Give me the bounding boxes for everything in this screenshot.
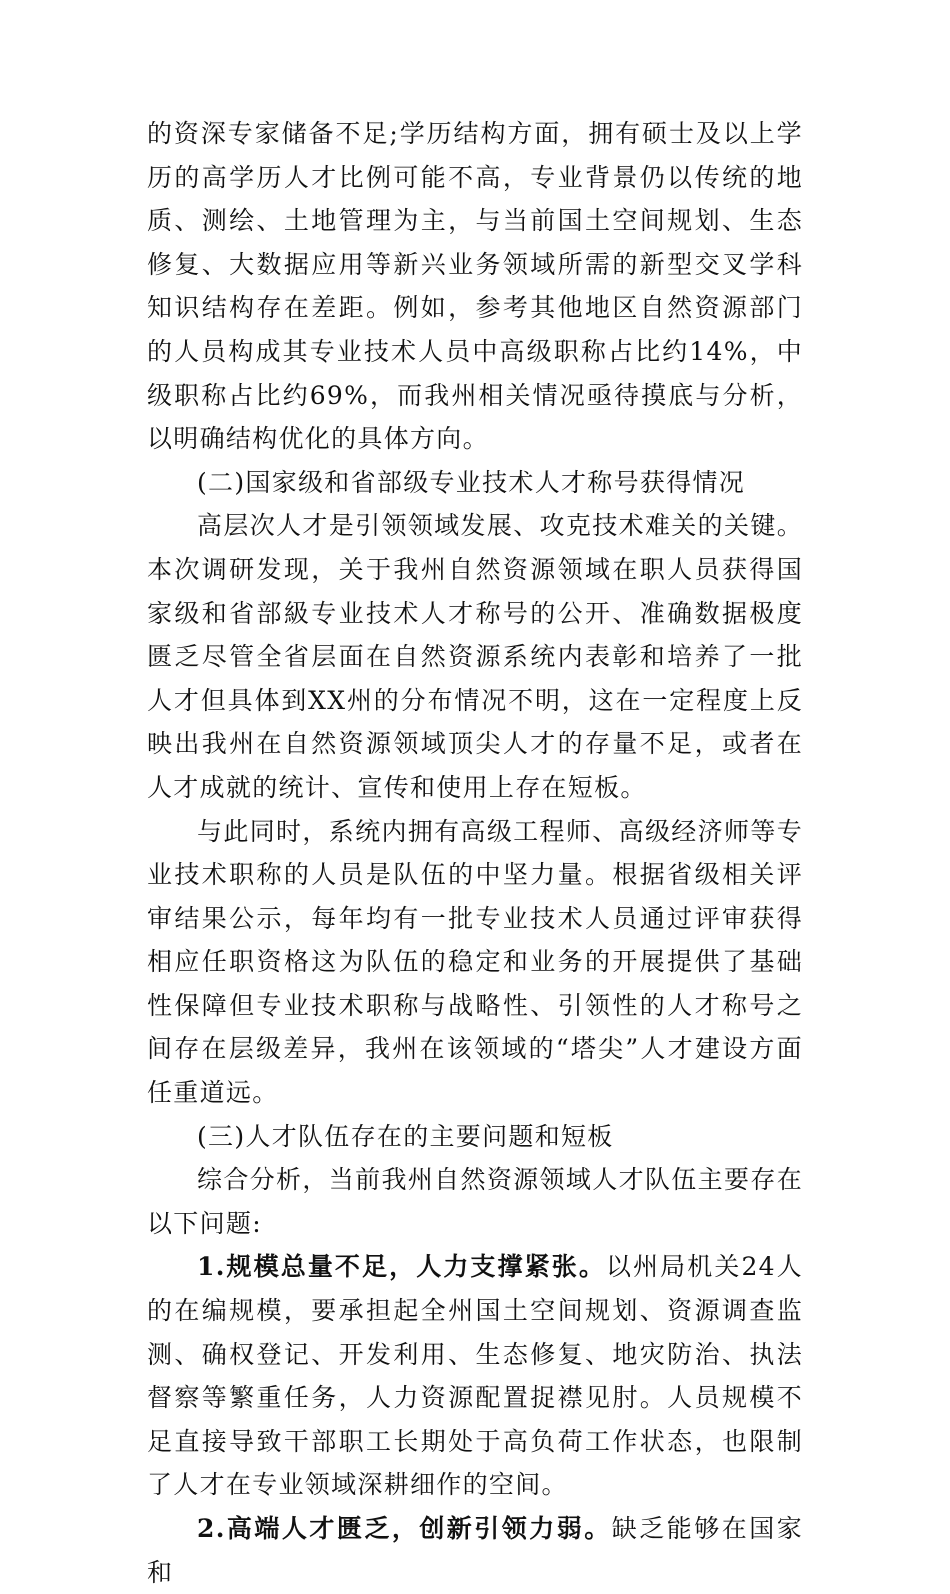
paragraph-text: 缺乏能够在国家和 <box>147 1514 803 1587</box>
paragraph-text: 高层次人才是引领领域发展、攻克技术难关的关键。本次调研发现，关于我州自然资源领域在职人员获得国家级和省部級专业技术人才称号的公开、准确数据极度匮乏尽管全省层面在自然资源系统内表彰和培养了一批人才但具体到XX州的分布情况不明，这在一定程度上反映出我州在自然资源领域顶尖人才的存量不足，或者在人才成就的统计、宣传和使用上存在短板。 <box>147 511 803 802</box>
paragraph-professional-titles <box>147 810 803 1115</box>
section-heading-3 <box>147 1115 803 1159</box>
problem-title: 2.高端人才匮乏，创新引领力弱。 <box>197 1514 612 1543</box>
paragraph-problems-intro <box>147 1158 803 1245</box>
heading-text: (二)国家级和省部级专业技术人才称号获得情况 <box>197 467 746 497</box>
paragraph-text: 的资深专家储备不足;学历结构方面，拥有硕士及以上学历的高学历人才比例可能不高，专业背景仍以传统的地质、测绘、土地管理为主，与当前国土空间规划、生态修复、大数据应用等新兴业务领域所需的新型交叉学科知识结构存在差距。例如，参考其他地区自然资源部门的人员构成其专业技术人员中高级职称占比约14%，中级职称占比约69%，而我州相关情况亟待摸底与分析，以明确结构优化的具体方向。 <box>147 119 803 454</box>
paragraph-structure-summary <box>147 112 803 461</box>
paragraph-high-level-talent <box>147 504 803 809</box>
heading-text: (三)人才队伍存在的主要问题和短板 <box>197 1121 614 1151</box>
paragraph-text: 综合分析，当前我州自然资源领域人才队伍主要存在以下问题: <box>147 1165 803 1238</box>
paragraph-text: 以州局机关24人的在编规模，要承担起全州国土空间规划、资源调查监测、确权登记、开发利用、生态修复、地灾防治、执法督察等繁重任务，人力资源配置捉襟见肘。人员规模不足直接导致干部职工长期处于高负荷工作状态，也限制了人才在专业领域深耕细作的空间。 <box>147 1252 803 1500</box>
section-heading-2 <box>147 461 803 505</box>
problem-title: 1.规模总量不足，人力支撑紧张。 <box>197 1252 606 1282</box>
paragraph-text: 与此同时，系统内拥有高级工程师、高级经济师等专业技术职称的人员是队伍的中坚力量。根据省级相关评审结果公示，每年均有一批专业技术人员通过评审获得相应任职资格这为队伍的稳定和业务的开展提供了基础性保障但专业技术职称与战略性、引领性的人才称号之间存在层级差异，我州在该领域的“塔尖”人才建设方面任重道远。 <box>147 816 803 1108</box>
paragraph-problem-1 <box>147 1245 803 1507</box>
document-page <box>147 112 803 1594</box>
paragraph-problem-2 <box>147 1507 803 1594</box>
